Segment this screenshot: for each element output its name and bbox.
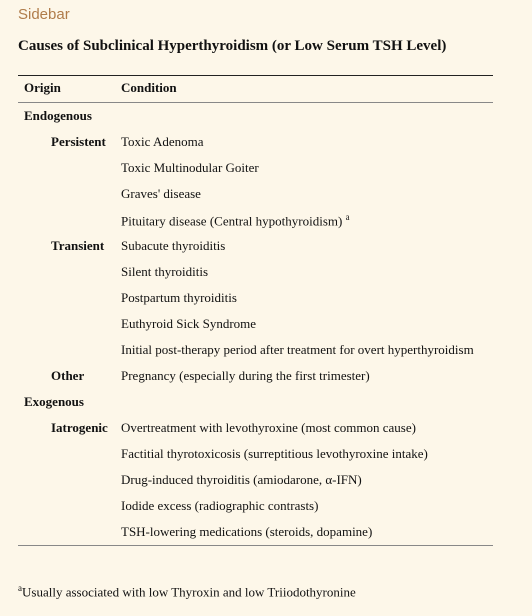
- condition-text: Factitial thyrotoxicosis (surreptitious levothyroxine intake): [121, 446, 428, 461]
- condition-text: Graves' disease: [121, 186, 201, 201]
- table-row: [0, 212, 532, 238]
- condition-cell: [121, 264, 208, 280]
- condition-cell: [121, 290, 237, 306]
- table-row: [0, 342, 532, 368]
- table-row: [0, 498, 532, 524]
- origin-subtype: Transient: [51, 238, 105, 253]
- condition-cell: [121, 316, 256, 332]
- origin-category: Endogenous: [24, 108, 92, 123]
- table-row: [0, 368, 532, 394]
- condition-cell: [121, 472, 362, 488]
- condition-cell: [121, 160, 259, 176]
- condition-cell: [121, 212, 350, 229]
- condition-text: TSH-lowering medications (steroids, dopamine): [121, 524, 373, 539]
- table-row: [0, 264, 532, 290]
- condition-cell: [121, 420, 416, 436]
- header-rule: [18, 102, 493, 103]
- condition-text: Toxic Adenoma: [121, 134, 204, 149]
- condition-text: Drug-induced thyroiditis (amiodarone, α-IFN): [121, 472, 362, 487]
- condition-cell: [121, 498, 318, 514]
- footnote-reference: a: [345, 212, 350, 222]
- condition-text: Pituitary disease (Central hypothyroidism): [121, 213, 343, 229]
- condition-cell: [121, 134, 204, 150]
- condition-text: Euthyroid Sick Syndrome: [121, 316, 257, 331]
- table-bottom-rule: [18, 545, 493, 546]
- footnote-text: Usually associated with low Thyroxin and low Triiodothyronine: [22, 584, 356, 600]
- table-row: [0, 160, 532, 186]
- condition-text: Overtreatment with levothyroxine (most common cause): [121, 420, 416, 435]
- condition-cell: [121, 446, 428, 462]
- table-row: [0, 316, 532, 342]
- table-top-rule: [18, 75, 493, 76]
- condition-text: Postpartum thyroiditis: [121, 290, 237, 305]
- table-row: [0, 524, 532, 550]
- sidebar-label: Sidebar: [18, 6, 70, 23]
- footnote-mark: a: [18, 583, 22, 593]
- condition-text: Subacute thyroiditis: [121, 238, 226, 253]
- condition-cell: [121, 368, 370, 384]
- condition-text: Iodide excess (radiographic contrasts): [121, 498, 319, 513]
- condition-cell: [121, 524, 372, 540]
- table-row: [0, 472, 532, 498]
- column-header-origin: Origin: [24, 80, 61, 95]
- table-row: [0, 446, 532, 472]
- condition-text: Initial post-therapy period after treatment for overt hyperthyroidism: [121, 342, 474, 357]
- table-row: [0, 420, 532, 446]
- table-section-row: [0, 394, 532, 420]
- origin-category: Exogenous: [24, 394, 84, 409]
- table-row: [0, 186, 532, 212]
- column-header-condition: Condition: [121, 80, 177, 95]
- table-section-row: [0, 108, 532, 134]
- footnote: [18, 583, 356, 600]
- condition-text: Silent thyroiditis: [121, 264, 209, 279]
- condition-cell: [121, 186, 201, 202]
- origin-subtype: Other: [51, 368, 85, 383]
- table-row: [0, 134, 532, 160]
- table-row: [0, 238, 532, 264]
- condition-cell: [121, 342, 474, 358]
- origin-subtype: Persistent: [51, 134, 106, 149]
- condition-cell: [121, 238, 225, 254]
- condition-text: Pregnancy (especially during the first trimester): [121, 368, 370, 383]
- condition-text: Toxic Multinodular Goiter: [121, 160, 259, 175]
- table-title: Causes of Subclinical Hyperthyroidism (or Low Serum TSH Level): [18, 38, 447, 54]
- origin-subtype: Iatrogenic: [51, 420, 108, 435]
- table-row: [0, 290, 532, 316]
